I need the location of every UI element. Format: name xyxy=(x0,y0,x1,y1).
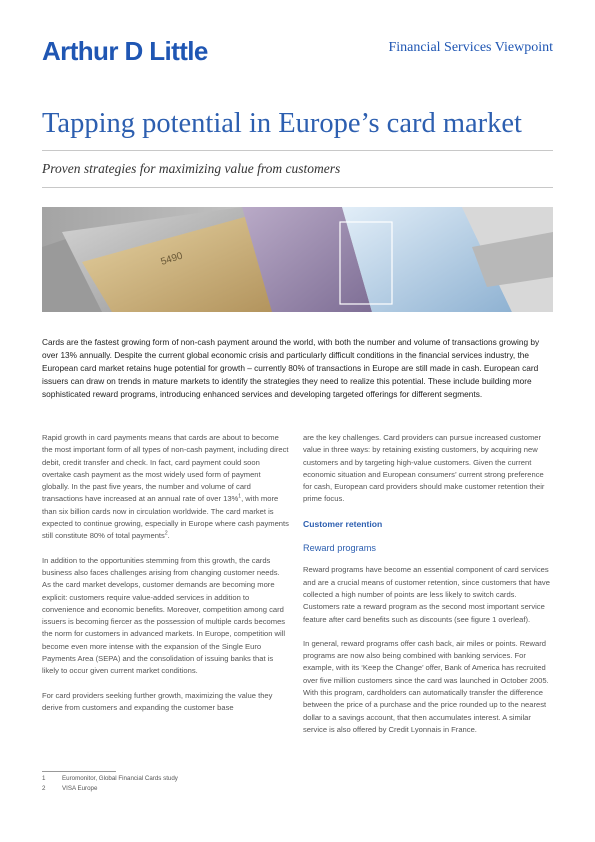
section-heading: Customer retention xyxy=(303,518,383,529)
page-subtitle: Proven strategies for maximizing value from customers xyxy=(42,161,341,176)
title-divider xyxy=(42,150,553,151)
body-paragraph: are the key challenges. Card providers can pursue increased customer value in three ways: by retaining existing customers, by acquiring new customers and by targeting high-value customers. Given the current economic situation and European consumers’ current strong preference for cash, European card providers should make customer retention their prime focus. xyxy=(303,433,545,504)
body-paragraph: In addition to the opportunities stemming from this growth, the cards business also faces challenges arising from changing customer needs. As the card market develops, customer demands are becoming more explicit: customers require value-added services in addition to convenience and economic benefits. Moreover, competition among card issuers is becoming fiercer as the possession of multiple cards becomes the norm for customers in advanced markets. In Europe, competition will become even more intense with the expansion of the Single Euro Payments Area (SEPA) and the consolidation of issuing banks that is likely to occur given current market conditions. xyxy=(42,555,286,676)
cards-illustration xyxy=(42,207,553,312)
right-column xyxy=(303,432,550,748)
lead-paragraph: Cards are the fastest growing form of non-cash payment around the world, with both the number and volume of transactions growing by over 13% annually. Despite the current global economic crisis and particularly difficult conditions in the financial services industry, the European card market retains huge potential for growth – currently 80% of transactions in Europe are still made in cash. European card issuers can draw on trends in mature markets to identify the strategies they need to realize this potential. These include building more sophisticated reward programs, introducing enhanced services and developing targeted offerings for different segments. xyxy=(42,337,540,400)
subtitle-divider xyxy=(42,187,553,188)
body-paragraph: For card providers seeking further growth, maximizing the value they derive from customers and expanding the customer base xyxy=(42,690,273,712)
footnote-item: 2 VISA Europe xyxy=(42,785,98,792)
left-column xyxy=(42,432,289,726)
body-paragraph: In general, reward programs offer cash back, air miles or points. Reward programs are now also being combined with banking services. For example, with its ‘Keep the Change’ offer, Bank of America has recruited over five million customers since the card was launched in October 2005. With this program, cardholders can automatically transfer the difference between the price of a purchase and the price rounded up to the nearest dollar to a savings account, that then accumulates interest. A similar service is also offered by Credit Lyonnais in France. xyxy=(303,638,549,734)
footnote-item: 1 Euromonitor, Global Financial Cards study xyxy=(42,775,178,782)
cards-photo xyxy=(42,207,553,312)
page-title: Tapping potential in Europe’s card market xyxy=(42,108,522,139)
footnote-divider xyxy=(42,771,116,772)
footnotes xyxy=(42,774,178,794)
body-paragraph: Rapid growth in card payments means that cards are about to become the most important form of all types of non-cash payment, including direct debit, credit transfer and check. In fact, card payment could soon overtake cash payment as the most widely used form of payment globally. In the past five years, the number and volume of card transactions have increased at an annual rate of over 13%$^1$, with more than six billion cards now in circulation worldwide. The card market is expected to continue growing, especially in Europe where cash payments still constitute 80% of total payments$^2$. xyxy=(42,433,289,541)
body-paragraph: Reward programs have become an essential component of card services and are a crucial means of customer retention, since customers that have collected a high number of points are less likely to switch cards. Customers rate a reward program as the second most important service feature after card benefits such as discounts (see figure 1 overleaf). xyxy=(303,565,550,624)
footnote-ref[interactable]: 1 xyxy=(238,493,242,500)
company-logo: Arthur D Little xyxy=(42,36,208,66)
footnote-ref[interactable]: 2 xyxy=(164,530,168,537)
card-number-fragment: 5490 xyxy=(159,250,185,268)
subsection-heading: Reward programs xyxy=(303,543,377,554)
publication-label: Financial Services Viewpoint xyxy=(388,40,553,55)
